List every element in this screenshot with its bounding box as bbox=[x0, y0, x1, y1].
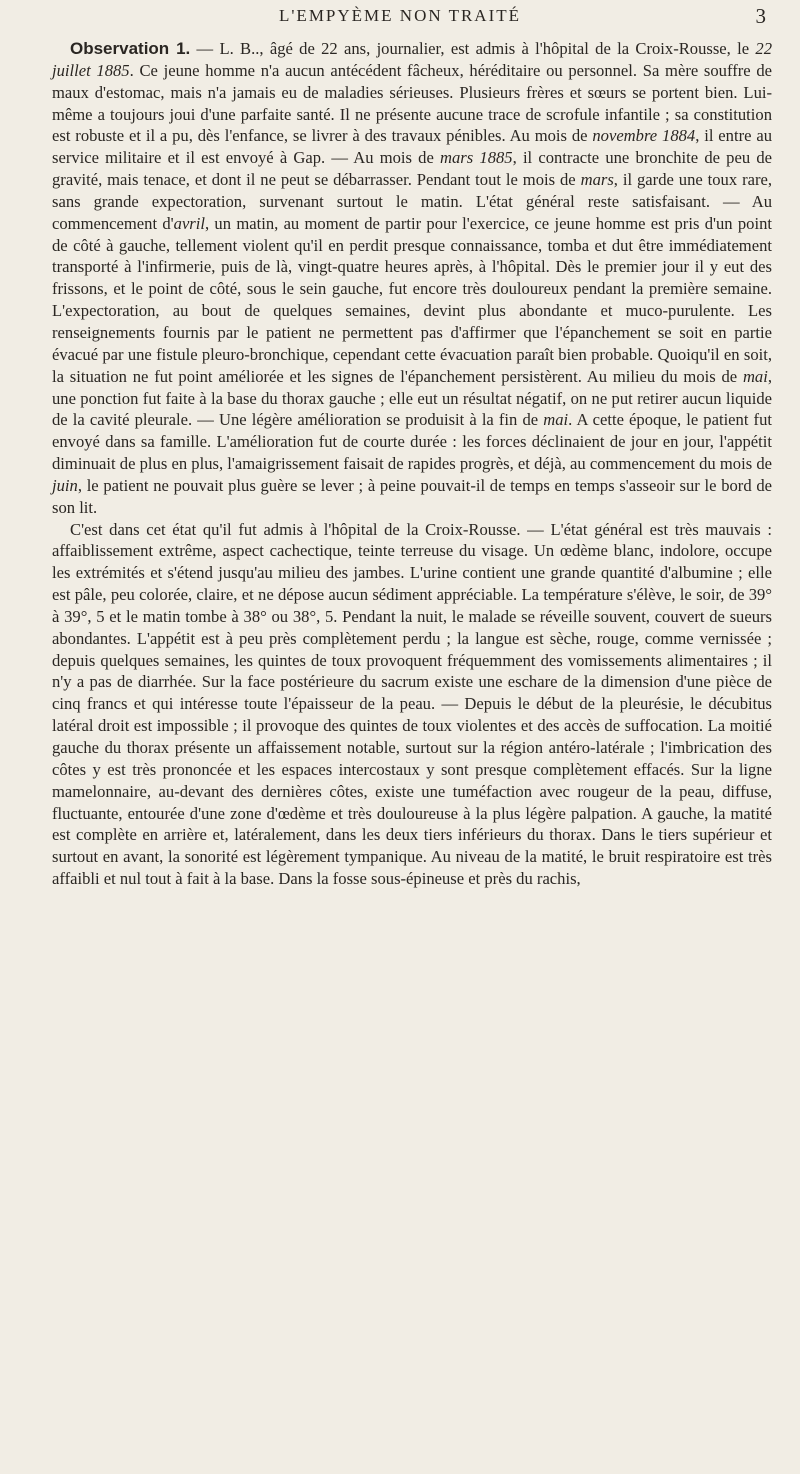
observation-label: Observation 1. bbox=[70, 39, 191, 58]
running-title: L'EMPYÈME NON TRAITÉ bbox=[278, 6, 522, 25]
paragraph-2: C'est dans cet état qu'il fut admis à l'hôpital de la Croix-Rousse. — L'état général est très mauvais : affaiblissement extrême, aspect cachectique, teinte terreuse du visage. Un œdème blanc, indolore, occupe les extrémités et s'étend jusqu'au milieu des jambes. L'urine contient une grande quantité d'albumine ; elle est pâle, peu colorée, claire, et ne dépose aucun sédiment appréciable. La température s'élève, le soir, de 39° à 39°, 5 et le matin tombe à 38° ou 38°, 5. Pendant la nuit, le malade se réveille souvent, couvert de sueurs abondantes. L'appétit est à peu près complètement perdu ; la langue est sèche, rouge, comme vernissée ; depuis quelques semaines, les quintes de toux provoquent fréquemment des vomissements alimentaires ; il n'y a pas de diarrhée. Sur la face postérieure du sacrum existe une eschare de la dimension d'une pièce de cinq francs et qui intéresse toute l'épaisseur de la peau. — Depuis le début de la pleurésie, le décubitus latéral droit est impossible ; il provoque des quintes de toux violentes et des accès de suffocation. La moitié gauche du thorax présente un affaissement notable, surtout sur la région antéro-latérale ; l'imbrication des côtes y est très prononcée et les espaces intercostaux y sont presque complètement effacés. Sur la ligne mamelonnaire, au-devant des dernières côtes, existe une tuméfaction avec rougeur de la peau, diffuse, fluctuante, entourée d'une zone d'œdème et très douloureuse à la plus légère palpation. A gauche, la matité est complète en arrière et, latéralement, dans les deux tiers inférieurs du thorax. Dans le tiers supérieur et surtout en avant, la sonorité est légèrement tympanique. Au niveau de la matité, le bruit respiratoire est très affaibli et nul tout à fait à la base. Dans la fosse sous-épineuse et près du rachis, bbox=[52, 519, 772, 889]
page-number: 3 bbox=[755, 4, 766, 28]
paragraph-1: Observation 1. — L. B.., âgé de 22 ans, journalier, est admis à l'hôpital de la Croix-Rousse, le 22 juillet 1885. Ce jeune homme n'a aucun antécédent fâcheux, héréditaire ou personnel. Sa mère souffre de maux d'estomac, mais n'a jamais eu de maladies sérieuses. Plusieurs frères et sœurs se portent bien. Lui-même a toujours joui d'une parfaite santé. Il ne présente aucune trace de scrofule infantile ; sa constitution est robuste et il a pu, dès l'enfance, se livrer à des travaux pénibles. Au mois de novembre 1884, il entre au service militaire et il est envoyé à Gap. — Au mois de mars 1885, il contracte une bronchite de peu de gravité, mais tenace, et dont il ne peut se débarrasser. Pendant tout le mois de mars, il garde une toux rare, sans grande expectoration, survenant surtout le matin. L'état général reste satisfaisant. — Au commencement d'avril, un matin, au moment de partir pour l'exercice, ce jeune homme est pris d'un point de côté à gauche, tellement violent qu'il en perdit presque connaissance, tomba et dut être immédiatement transporté à l'infirmerie, puis de là, vingt-quatre heures après, à l'hôpital. Dès le premier jour il y eut des frissons, et le point de côté, sous le sein gauche, fut encore très douloureux pendant la première semaine. L'expectoration, au bout de quelques semaines, devint plus abondante et muco-purulente. Les renseignements fournis par le patient ne permettent pas d'affirmer que l'épanchement se soit en partie évacué par une fistule pleuro-bronchique, cependant cette évacuation paraît bien probable. Quoiqu'il en soit, la situation ne fut point améliorée et les signes de l'épanchement persistèrent. Au milieu du mois de mai, une ponction fut faite à la base du thorax gauche ; elle eut un résultat négatif, on ne put retirer aucun liquide de la cavité pleurale. — Une légère amélioration se produisit à la fin de mai. A cette époque, le patient fut envoyé dans sa famille. L'amélioration fut de courte durée : les forces déclinaient de jour en jour, l'appétit diminuait de plus en plus, l'amaigrissement faisait de rapides progrès, et déjà, au commencement du mois de juin, le patient ne pouvait plus guère se lever ; à peine pouvait-il de temps en temps s'asseoir sur le bord de son lit. bbox=[52, 39, 773, 517]
body-text bbox=[52, 38, 772, 890]
